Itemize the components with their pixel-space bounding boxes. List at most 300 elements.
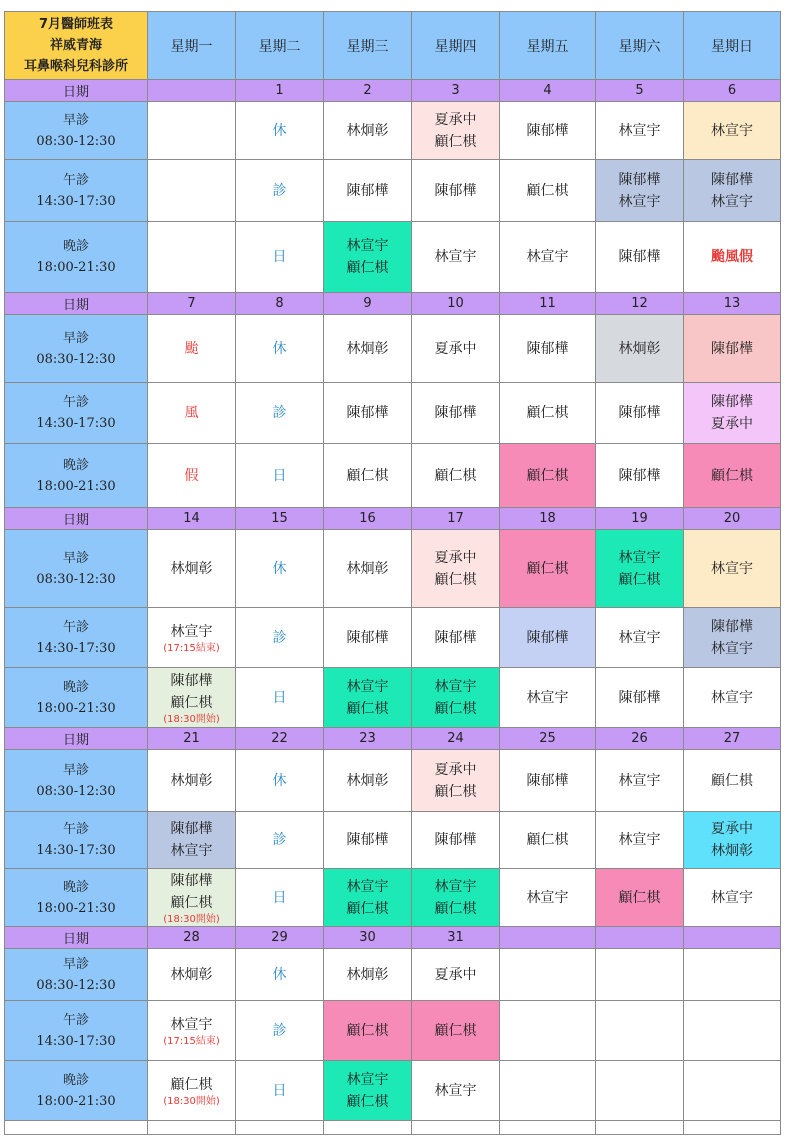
schedule-cell [412,869,500,927]
empty-cell [500,1121,596,1135]
time-note: (18:30開始) [163,913,220,925]
doctor-name: 林宣宇 [526,889,569,906]
doctor-name: 林宣宇 [711,689,753,706]
shift-name: 早診 [62,762,89,778]
doctor-name: 顧仁棋 [434,467,477,484]
date-cell: 16 [324,508,412,530]
doctor-name: 顧仁棋 [434,571,477,588]
title-line: 祥威青海 [49,38,102,53]
schedule-cell [500,530,596,608]
doctor-name: 陳郁樺 [434,405,477,421]
doctor-name: 顧仁棋 [711,467,753,484]
shift-label [5,444,148,508]
schedule-cell [684,160,781,222]
doctor-name: 顧仁棋 [711,772,753,789]
doctor-name: 陳郁樺 [170,672,213,689]
doctor-name: 林宣宇 [346,878,389,895]
schedule-cell [148,750,236,812]
doctor-name: 林炯彰 [170,560,213,577]
shift-row-morning [5,530,781,608]
date-cell: 13 [684,293,781,315]
date-cell [596,927,684,949]
schedule-cell [596,160,684,222]
doctor-name: 林宣宇 [618,193,661,210]
doctor-name: 顧仁棋 [346,260,389,276]
shift-label [5,949,148,1001]
time-note: (18:30開始) [163,713,220,725]
schedule-cell [684,812,781,869]
doctor-name: 夏承中 [711,416,753,432]
doctor-name: 林宣宇 [170,1016,213,1033]
time-note: (17:15結束) [163,642,220,654]
shift-name: 午診 [62,822,89,837]
doctor-name: 林宣宇 [711,193,753,210]
schedule-cell [148,530,236,608]
shift-row-morning [5,102,781,160]
doctor-name: 陳郁樺 [618,467,661,484]
doctor-name: 陳郁樺 [346,405,389,421]
doctor-name: 顧仁棋 [526,405,569,421]
date-label: 日期 [5,728,148,750]
doctor-name: 陳郁樺 [346,182,389,199]
date-cell: 22 [236,728,324,750]
doctor-name: 休 [272,772,287,789]
date-cell: 4 [500,80,596,102]
shift-time: 18:00-21:30 [36,478,116,494]
shift-name: 午診 [62,1012,89,1028]
doctor-name: 顧仁棋 [434,700,477,717]
shift-label [5,1001,148,1061]
doctor-name: 林宣宇 [346,1071,389,1088]
schedule-cell [596,812,684,869]
doctor-name: 陳郁樺 [346,629,389,646]
shift-name: 晚診 [62,239,89,254]
doctor-name: 夏承中 [434,549,477,566]
doctor-name: 陳郁樺 [526,629,569,646]
doctor-name: 日 [272,689,287,706]
date-cell: 5 [596,80,684,102]
shift-row-evening [5,444,781,508]
doctor-name: 林炯彰 [346,122,389,139]
shift-time: 18:00-21:30 [36,700,116,716]
date-cell: 18 [500,508,596,530]
date-cell: 10 [412,293,500,315]
day-header-wed: 星期三 [324,12,412,80]
schedule-cell [596,1001,684,1061]
schedule-cell [148,1001,236,1061]
date-row [5,80,781,102]
schedule-cell [148,102,236,160]
doctor-name: 林炯彰 [618,340,661,357]
schedule-cell [148,1061,236,1121]
doctor-name: 顧仁棋 [526,467,569,484]
doctor-name: 林宣宇 [526,689,569,706]
doctor-name: 陳郁樺 [434,182,477,199]
doctor-name: 林宣宇 [711,560,753,577]
doctor-name: 休 [272,560,287,577]
date-cell: 30 [324,927,412,949]
doctor-name: 日 [272,889,287,906]
schedule-cell [324,222,412,293]
schedule-cell [324,1061,412,1121]
doctor-name: 陳郁樺 [170,872,213,889]
schedule-cell [500,1061,596,1121]
day-header-thu: 星期四 [412,12,500,80]
schedule-cell [236,869,324,927]
date-cell [500,927,596,949]
doctor-name: 顧仁棋 [434,900,477,917]
doctor-name: 林宣宇 [434,878,477,895]
day-header-sun: 星期日 [684,12,781,80]
shift-row-afternoon [5,1001,781,1061]
schedule-cell [236,812,324,869]
doctor-name: 林宣宇 [618,832,661,848]
schedule-cell [324,383,412,444]
date-cell: 25 [500,728,596,750]
schedule-cell [148,869,236,927]
doctor-name: 林炯彰 [346,340,389,357]
schedule-cell [412,444,500,508]
schedule-cell [500,1001,596,1061]
schedule-cell [236,750,324,812]
date-row [5,927,781,949]
doctor-name: 休 [272,966,287,983]
schedule-cell [684,222,781,293]
schedule-cell [412,668,500,728]
shift-name: 晚診 [62,1072,89,1088]
schedule-cell [684,1061,781,1121]
schedule-cell [596,444,684,508]
doctor-name: 顧仁棋 [346,1022,389,1039]
date-cell: 7 [148,293,236,315]
doctor-name: 診 [272,1022,287,1039]
schedule-cell [324,530,412,608]
shift-time: 14:30-17:30 [36,1033,116,1049]
doctor-name: 夏承中 [434,761,477,778]
doctor-name: 林宣宇 [170,843,213,859]
empty-cell [412,1121,500,1135]
schedule-cell [148,383,236,444]
doctor-name: 林宣宇 [346,238,389,254]
doctor-name: 夏承中 [711,821,753,837]
shift-row-afternoon [5,812,781,869]
doctor-name: 陳郁樺 [434,832,477,848]
doctor-name: 診 [272,629,287,646]
shift-label [5,222,148,293]
schedule-cell [596,949,684,1001]
schedule-cell [500,608,596,668]
doctor-name: 陳郁樺 [711,394,753,410]
schedule-cell [500,383,596,444]
shift-name: 午診 [62,395,89,410]
shift-row-evening [5,869,781,927]
shift-label [5,160,148,222]
schedule-cell [324,949,412,1001]
shift-name: 早診 [62,330,89,346]
doctor-name: 顧仁棋 [346,700,389,717]
empty-cell [596,1121,684,1135]
doctor-name: 顧仁棋 [526,182,569,199]
schedule-cell [500,160,596,222]
doctor-name: 顧仁棋 [170,694,213,711]
shift-label [5,315,148,383]
empty-cell [684,1121,781,1135]
schedule-cell [596,608,684,668]
doctor-name: 診 [272,832,287,848]
schedule-cell [596,869,684,927]
schedule-cell [412,222,500,293]
schedule-cell [412,812,500,869]
schedule-cell [236,1061,324,1121]
schedule-cell [236,949,324,1001]
doctor-name: 颱風假 [711,249,753,265]
doctor-name: 林炯彰 [711,843,753,859]
doctor-name: 顧仁棋 [346,900,389,917]
shift-row-afternoon [5,383,781,444]
doctor-name: 陳郁樺 [618,249,661,265]
doctor-name: 林炯彰 [346,772,389,789]
date-label: 日期 [5,80,148,102]
empty-cell [5,1121,148,1135]
schedule-cell [236,668,324,728]
doctor-name: 夏承中 [434,340,477,357]
date-cell: 8 [236,293,324,315]
doctor-name: 顧仁棋 [170,894,213,911]
schedule-table [4,11,781,1135]
doctor-name: 顧仁棋 [618,889,661,906]
schedule-cell [500,949,596,1001]
date-cell: 23 [324,728,412,750]
schedule-cell [236,444,324,508]
schedule-cell [324,102,412,160]
date-label: 日期 [5,293,148,315]
schedule-cell [412,102,500,160]
doctor-name: 顧仁棋 [170,1076,213,1093]
shift-name: 午診 [62,619,89,635]
doctor-name: 林炯彰 [346,966,389,983]
shift-time: 08:30-12:30 [36,783,116,799]
schedule-cell [684,869,781,927]
schedule-cell [500,444,596,508]
doctor-name: 陳郁樺 [711,618,753,635]
doctor-name: 林宣宇 [618,629,661,646]
doctor-name: 陳郁樺 [170,821,213,837]
shift-time: 08:30-12:30 [36,351,116,367]
doctor-name: 林宣宇 [346,678,389,695]
shift-time: 14:30-17:30 [36,640,116,656]
schedule-cell [324,812,412,869]
date-cell: 14 [148,508,236,530]
schedule-cell [684,102,781,160]
schedule-cell [684,444,781,508]
doctor-name: 休 [272,122,287,139]
shift-row-evening [5,222,781,293]
doctor-name: 風 [184,405,199,421]
doctor-name: 陳郁樺 [618,171,661,188]
schedule-cell [596,750,684,812]
schedule-cell [412,530,500,608]
schedule-cell [148,608,236,668]
schedule-cell [684,1001,781,1061]
date-cell: 31 [412,927,500,949]
doctor-name: 顧仁棋 [618,571,661,588]
shift-time: 08:30-12:30 [36,133,116,149]
schedule-cell [596,383,684,444]
schedule-cell [684,383,781,444]
empty-cell [236,1121,324,1135]
schedule-cell [324,1001,412,1061]
date-cell: 15 [236,508,324,530]
schedule-cell [596,222,684,293]
date-label: 日期 [5,927,148,949]
doctor-name: 林宣宇 [170,623,213,640]
date-cell: 24 [412,728,500,750]
shift-time: 14:30-17:30 [36,416,116,431]
doctor-name: 顧仁棋 [346,467,389,484]
shift-label [5,1061,148,1121]
date-cell: 12 [596,293,684,315]
doctor-name: 林宣宇 [434,249,477,265]
doctor-name: 陳郁樺 [711,171,753,188]
shift-time: 18:00-21:30 [36,900,116,916]
schedule-cell [500,668,596,728]
schedule-cell [412,1001,500,1061]
date-cell: 17 [412,508,500,530]
doctor-name: 林宣宇 [434,1082,477,1099]
shift-label [5,812,148,869]
date-cell [684,927,781,949]
date-cell: 11 [500,293,596,315]
shift-name: 早診 [62,956,89,972]
schedule-cell [500,812,596,869]
shift-label [5,750,148,812]
date-row [5,293,781,315]
doctor-name: 陳郁樺 [526,122,569,139]
schedule-cell [324,668,412,728]
schedule-cell [500,222,596,293]
date-cell: 26 [596,728,684,750]
date-cell: 21 [148,728,236,750]
table-title [5,12,148,80]
schedule-cell [500,869,596,927]
date-cell [148,80,236,102]
shift-label [5,102,148,160]
doctor-name: 顧仁棋 [434,1022,477,1039]
doctor-name: 陳郁樺 [618,689,661,706]
time-note: (18:30開始) [163,1095,220,1107]
schedule-cell [412,383,500,444]
doctor-name: 休 [272,340,287,357]
shift-time: 18:00-21:30 [36,260,116,275]
shift-name: 晚診 [62,457,89,473]
schedule-cell [324,444,412,508]
schedule-cell [412,750,500,812]
empty-cell [148,1121,236,1135]
schedule-cell [148,949,236,1001]
schedule-cell [500,750,596,812]
shift-row-afternoon [5,608,781,668]
schedule-cell [596,315,684,383]
shift-row-evening [5,1061,781,1121]
schedule-cell [236,608,324,668]
doctor-name: 顧仁棋 [526,560,569,577]
date-cell: 20 [684,508,781,530]
schedule-cell [236,102,324,160]
shift-time: 14:30-17:30 [36,193,116,209]
schedule-cell [412,608,500,668]
day-header-mon: 星期一 [148,12,236,80]
schedule-cell [148,812,236,869]
schedule-cell [684,949,781,1001]
shift-name: 早診 [62,112,89,128]
doctor-name: 診 [272,405,287,421]
doctor-name: 林宣宇 [711,122,753,139]
schedule-cell [148,222,236,293]
schedule-cell [684,608,781,668]
doctor-name: 林炯彰 [170,772,213,789]
schedule-cell [684,750,781,812]
shift-row-morning [5,750,781,812]
doctor-name: 陳郁樺 [526,340,569,357]
schedule-cell [324,869,412,927]
doctor-name: 颱 [184,340,199,357]
shift-time: 08:30-12:30 [36,977,116,993]
date-cell: 6 [684,80,781,102]
schedule-cell [236,1001,324,1061]
doctor-name: 林宣宇 [711,640,753,657]
date-cell: 3 [412,80,500,102]
doctor-name: 顧仁棋 [434,783,477,800]
schedule-cell [596,668,684,728]
doctor-name: 日 [272,467,287,484]
doctor-name: 顧仁棋 [346,1093,389,1110]
shift-row-morning [5,315,781,383]
header-row [5,12,781,80]
empty-cell [324,1121,412,1135]
shift-name: 晚診 [62,879,89,895]
doctor-name: 顧仁棋 [434,133,477,150]
doctor-name: 夏承中 [434,966,477,983]
doctor-name: 假 [184,467,199,484]
shift-label [5,608,148,668]
schedule-cell [324,608,412,668]
doctor-name: 林宣宇 [526,249,569,265]
schedule-body [5,12,781,1135]
shift-name: 早診 [62,550,89,566]
date-row [5,508,781,530]
shift-label [5,530,148,608]
doctor-name: 林炯彰 [346,560,389,577]
schedule-cell [324,315,412,383]
shift-row-morning [5,949,781,1001]
shift-label [5,383,148,444]
schedule-cell [148,160,236,222]
schedule-cell [148,668,236,728]
schedule-cell [412,315,500,383]
day-header-tue: 星期二 [236,12,324,80]
doctor-name: 林宣宇 [711,889,753,906]
day-header-sat: 星期六 [596,12,684,80]
shift-name: 午診 [62,172,89,188]
date-label: 日期 [5,508,148,530]
date-row [5,728,781,750]
doctor-name: 林宣宇 [618,549,661,566]
title-line: 7月醫師班表 [38,17,114,32]
date-cell: 27 [684,728,781,750]
schedule-cell [324,750,412,812]
schedule-cell [684,315,781,383]
schedule-cell [596,530,684,608]
